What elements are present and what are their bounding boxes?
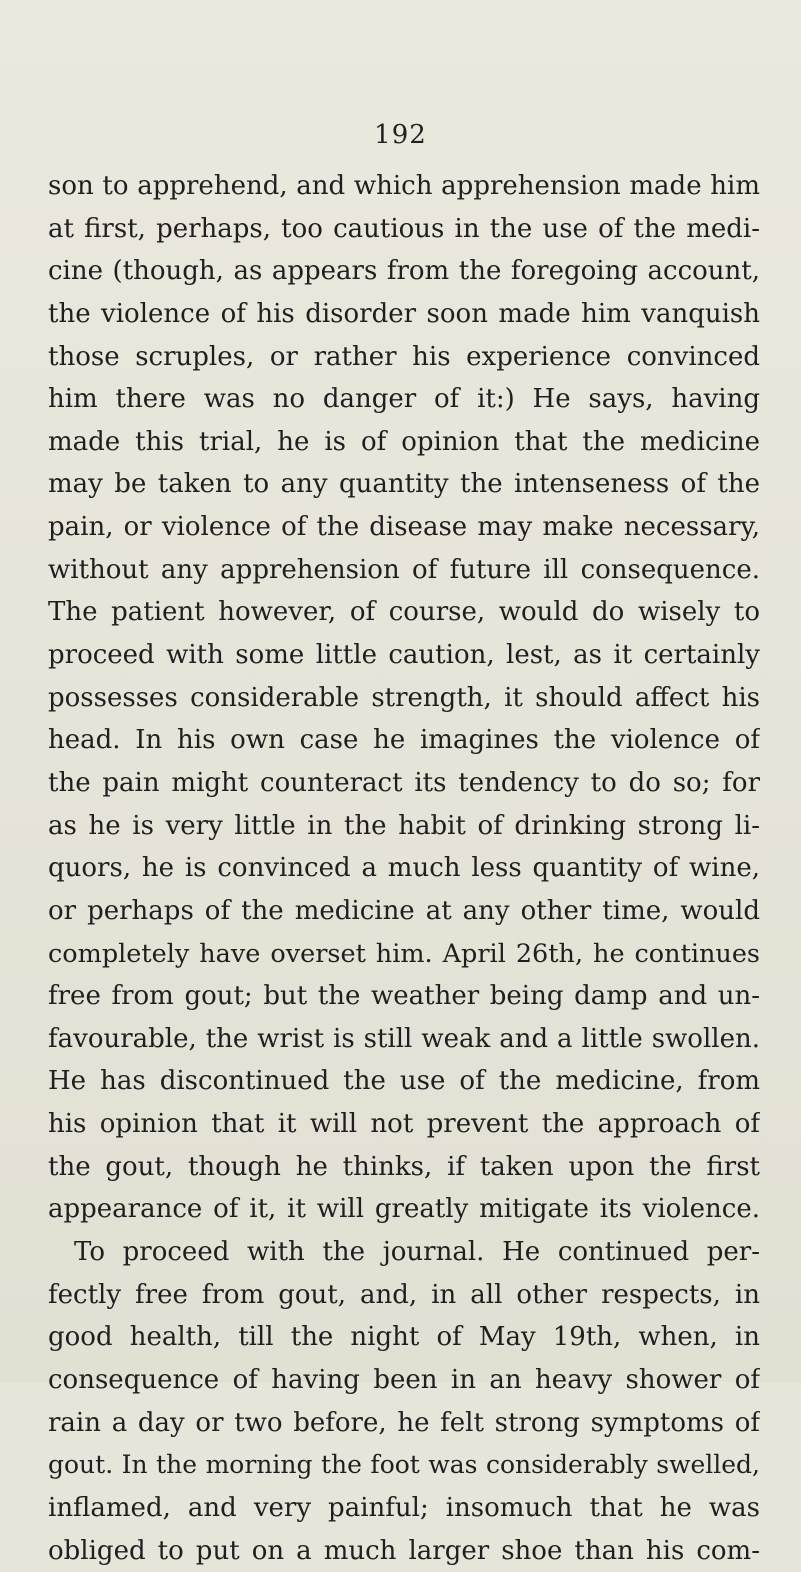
text-line: To proceed with the journal. He continued per- [48, 1231, 760, 1274]
text-line: He has discontinued the use of the medicine, from [48, 1060, 760, 1103]
text-line: son to apprehend, and which apprehension made him [48, 165, 760, 208]
page-number: 192 [0, 120, 801, 150]
text-line: inflamed, and very painful; insomuch that he was [48, 1487, 760, 1530]
text-line: made this trial, he is of opinion that the medicine [48, 421, 760, 464]
text-line: him there was no danger of it:) He says, having [48, 378, 760, 421]
text-line: as he is very little in the habit of drinking strong li- [48, 805, 760, 848]
text-line: The patient however, of course, would do wisely to [48, 591, 760, 634]
text-line: without any apprehension of future ill consequence. [48, 549, 760, 592]
text-line: the gout, though he thinks, if taken upon the first [48, 1146, 760, 1189]
text-line: proceed with some little caution, lest, as it certainly [48, 634, 760, 677]
text-line: obliged to put on a much larger shoe than his com- [48, 1530, 760, 1572]
text-line: gout. In the morning the foot was considerably swelled, [48, 1444, 760, 1487]
text-line: at first, perhaps, too cautious in the use of the medi- [48, 208, 760, 251]
text-line: appearance of it, it will greatly mitigate its violence. [48, 1188, 760, 1231]
text-line: consequence of having been in an heavy shower of [48, 1359, 760, 1402]
text-line: favourable, the wrist is still weak and a little swollen. [48, 1018, 760, 1061]
text-line: cine (though, as appears from the foregoing account, [48, 250, 760, 293]
body-text [48, 165, 760, 1572]
text-line: may be taken to any quantity the intenseness of the [48, 463, 760, 506]
text-line: possesses considerable strength, it should affect his [48, 677, 760, 720]
text-line: the pain might counteract its tendency to do so; for [48, 762, 760, 805]
text-line: quors, he is convinced a much less quantity of wine, [48, 847, 760, 890]
text-line: head. In his own case he imagines the violence of [48, 719, 760, 762]
text-line: those scruples, or rather his experience convinced [48, 336, 760, 379]
text-line: pain, or violence of the disease may make necessary, [48, 506, 760, 549]
text-line: rain a day or two before, he felt strong symptoms of [48, 1402, 760, 1445]
text-line: the violence of his disorder soon made him vanquish [48, 293, 760, 336]
text-line: good health, till the night of May 19th, when, in [48, 1316, 760, 1359]
text-line: fectly free from gout, and, in all other respects, in [48, 1274, 760, 1317]
text-line: his opinion that it will not prevent the approach of [48, 1103, 760, 1146]
text-line: free from gout; but the weather being damp and un- [48, 975, 760, 1018]
text-line: completely have overset him. April 26th, he continues [48, 933, 760, 976]
text-line: or perhaps of the medicine at any other time, would [48, 890, 760, 933]
